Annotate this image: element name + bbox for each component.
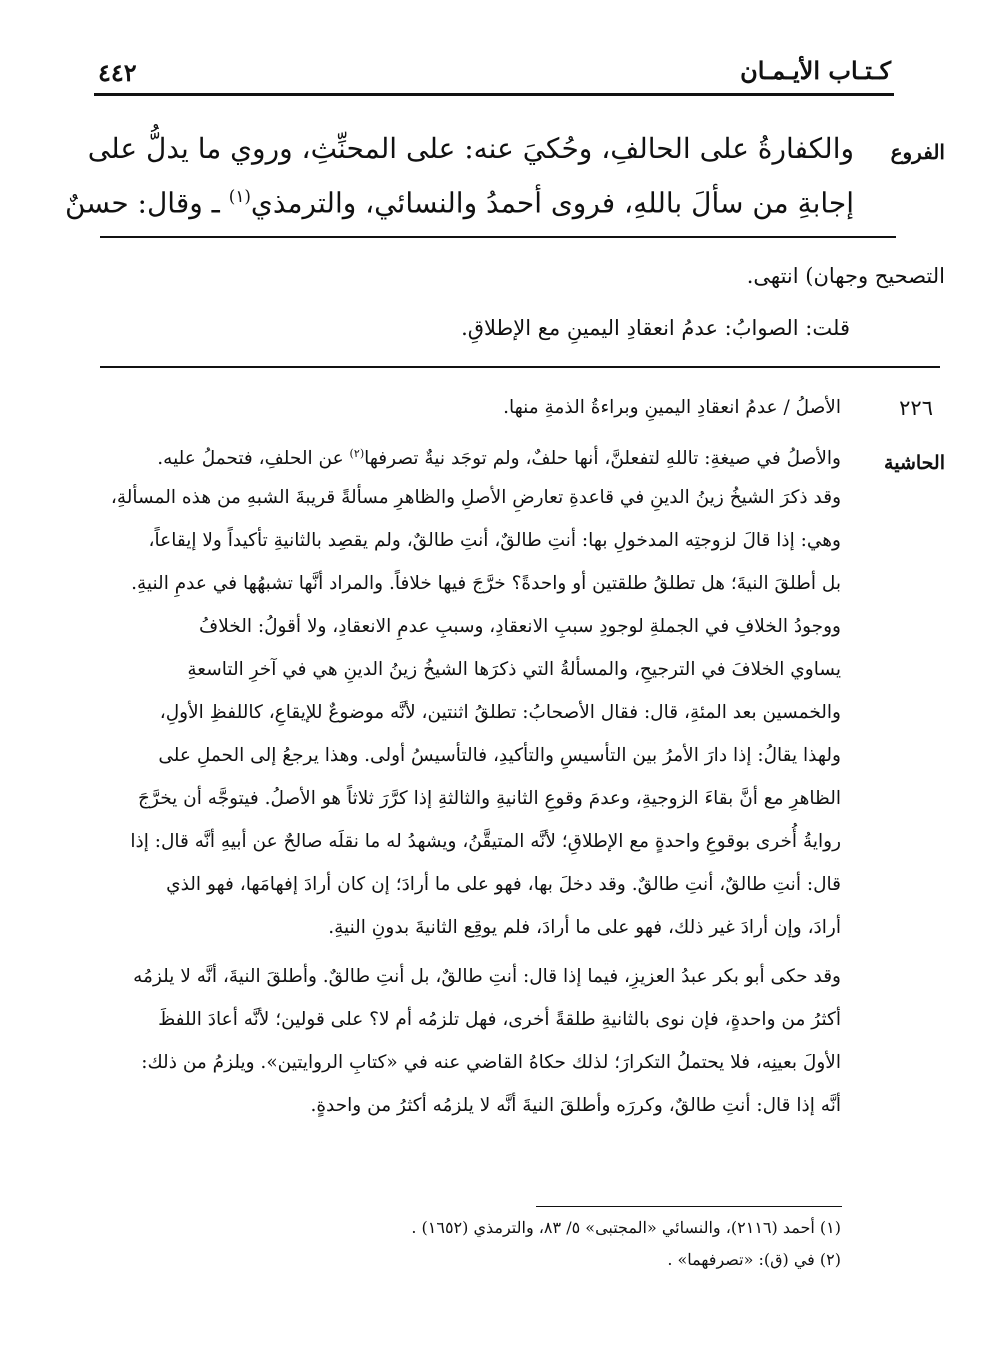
furu-label: الفروع bbox=[890, 140, 945, 164]
tashih-line-2: قلت: الصوابُ: عدمُ انعقادِ اليمينِ مع الإطلاقِ. bbox=[461, 316, 850, 340]
hashiya-p2-line-8: الظاهرِ مع أنَّ بقاءَ الزوجيةِ، وعدمَ وقوعِ الثانيةِ والثالثةِ إذا كرَّرَ ثلاثاً هو الأصلُ. فيتوجَّه أن يخرَّجَ bbox=[138, 788, 841, 809]
furu-line-2 bbox=[65, 186, 854, 219]
hashiya-p1-text: والأصلُ في صيغةِ: تاللهِ لتفعلنَّ، أنها حلفٌ، ولم توجَد نيةٌ تصرفها bbox=[364, 448, 841, 470]
furu-line-2-text: إجابةِ من سألَ باللهِ، فروى أحمدُ والنسائي، والترمذي bbox=[250, 186, 854, 220]
section-divider bbox=[100, 366, 940, 368]
hashiya-p2-line-5: يساوي الخلافَ في الترجيحِ، والمسألةُ التي ذكرَها الشيخُ زينُ الدينِ هي في آخرِ التاسعةِ bbox=[187, 659, 841, 680]
hashiya-p2-line-2: وهي: إذا قالَ لزوجتِه المدخولِ بها: أنتِ طالقٌ، أنتِ طالقٌ، ولم يقصِد بالثانيةِ تأكيداً ولا إيقاعاً، bbox=[148, 530, 841, 551]
hashiya-p3-line-1: وقد حكى أبو بكر عبدُ العزيزِ، فيما إذا قال: أنتِ طالقٌ، بل أنتِ طالقٌ. وأطلقَ النيةَ، أنَّه لا يلزمُه bbox=[133, 966, 841, 987]
hashiya-p2-line-1: وقد ذكرَ الشيخُ زينُ الدينِ في قاعدةِ تعارضِ الأصلِ والظاهرِ مسألةً قريبةَ الشبهِ من هذه المسألةِ، bbox=[110, 487, 841, 508]
hashiya-p2-line-11: أرادَ، وإن أرادَ غير ذلك، فهو على ما أرادَ، فلم يوقِع الثانيةَ بدونِ النيةِ. bbox=[328, 917, 841, 938]
furu-underline bbox=[100, 236, 896, 238]
hashiya-p1-line bbox=[157, 447, 841, 469]
hashiya-p3-line-2: أكثرُ من واحدةٍ، فإن نوى بالثانيةِ طلقةً أخرى، فهل تلزمُه أم لا؟ على قولين؛ لأنَّه أعادَ اللفظَ bbox=[158, 1009, 841, 1030]
hashiya-p2-line-10: قال: أنتِ طالقٌ، أنتِ طالقٌ. وقد دخلَ بها، فهو على ما أرادَ؛ إن كان أرادَ إفهامَها، فهو الذي bbox=[166, 874, 841, 895]
entry-text: الأصلُ / عدمُ انعقادِ اليمينِ وبراءةُ الذمةِ منها. bbox=[503, 397, 841, 418]
hashiya-label: الحاشية bbox=[884, 452, 945, 474]
header-rule bbox=[94, 93, 894, 96]
furu-line-2-end: ـ وقال: حسنٌ bbox=[65, 186, 229, 220]
hashiya-p1-end: عن الحلفِ، فتحملُ عليه. bbox=[157, 448, 350, 470]
footnote-rule bbox=[536, 1206, 842, 1207]
hashiya-p2-line-3: بل أطلقَ النيةَ؛ هل تطلقُ طلقتين أو واحدةً؟ خرَّجَ فيها خلافاً. والمراد أنَّها تشبهُها في عدمِ النيةِ. bbox=[131, 573, 841, 594]
footnote-2: (٢) في (ق): «تصرفهما» . bbox=[667, 1250, 841, 1269]
page-number: ٤٤٢ bbox=[98, 58, 137, 87]
footnote-ref-1: (١) bbox=[228, 186, 251, 206]
hashiya-p3-line-4: أنَّه إذا قال: أنتِ طالقٌ، وكررَه وأطلقَ النيةَ أنَّه لا يلزمُه أكثرُ من واحدةٍ. bbox=[310, 1095, 841, 1116]
footnote-ref-2: (٢) bbox=[349, 447, 365, 460]
hashiya-p2-line-4: ووجودُ الخلافِ في الجملةِ لوجودِ سببِ الانعقادِ، وسببِ عدمِ الانعقادِ، ولا أقولُ: الخلافُ bbox=[199, 616, 841, 637]
header-title: كـتـاب الأيـمـان bbox=[740, 56, 891, 85]
footnote-1: (١) أحمد (٢١١٦)، والنسائي «المجتبى» ٥/ ٨٣، والترمذي (١٦٥٢) . bbox=[411, 1218, 841, 1237]
hashiya-p2-line-7: ولهذا يقالُ: إذا دارَ الأمرُ بين التأسيسِ والتأكيدِ، فالتأسيسُ أولى. وهذا يرجعُ إلى الحملِ على bbox=[158, 745, 841, 766]
hashiya-p2-line-6: والخمسين بعد المئةِ، قال: فقال الأصحابُ: تطلقُ اثنتين، لأنَّه موضوعٌ للإيقاعِ، كاللفظِ الأولِ، bbox=[159, 702, 841, 723]
furu-line-1: والكفارةُ على الحالفِ، وحُكيَ عنه: على المحنِّثِ، وروي ما يدلُّ على bbox=[87, 132, 854, 165]
hashiya-p2-line-9: روايةُ أُخرى بوقوعِ واحدةٍ مع الإطلاقِ؛ لأنَّه المتيقَّنُ، ويشهدُ له ما نقلَه صالحٌ عن أبيهِ أنَّه قال: إذا bbox=[130, 831, 841, 852]
tashih-line-1: التصحيح وجهان) انتهى. bbox=[746, 264, 945, 288]
entry-number: ٢٢٦ bbox=[899, 396, 933, 420]
hashiya-p3-line-3: الأولَ بعينِه، فلا يحتملُ التكرارَ؛ لذلك حكاهُ القاضي عنه في «كتابِ الروايتين». ويلزمُ من ذلك: bbox=[141, 1052, 841, 1073]
